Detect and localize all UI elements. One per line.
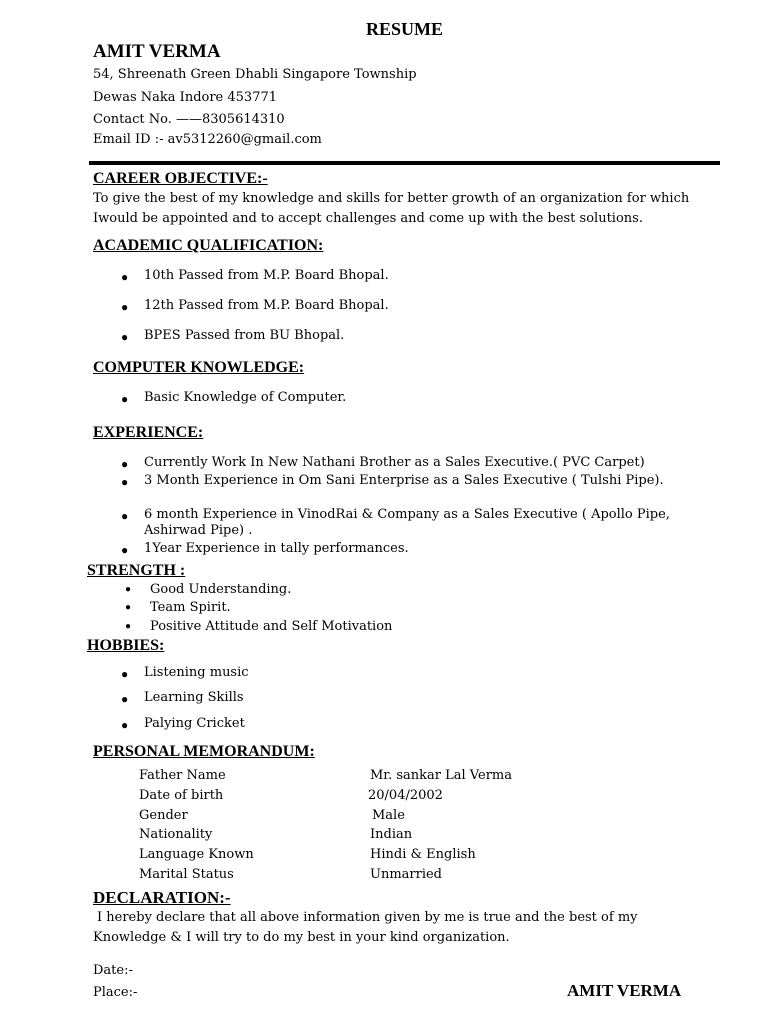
list-item: Basic Knowledge of Computer. bbox=[144, 390, 347, 405]
computer-knowledge-heading: COMPUTER KNOWLEDGE: bbox=[93, 359, 305, 376]
list-item: Palying Cricket bbox=[144, 716, 245, 731]
career-objective-line-2: Iwould be appointed and to accept challenges and come up with the best solutions. bbox=[93, 211, 643, 226]
bullet-icon: ● bbox=[121, 330, 129, 344]
bullet-icon: ● bbox=[121, 392, 129, 406]
list-item: Listening music bbox=[144, 665, 249, 680]
date-label: Date:- bbox=[93, 963, 133, 978]
detail-value: 20/04/2002 bbox=[368, 788, 443, 803]
detail-value: Mr. sankar Lal Verma bbox=[370, 768, 512, 783]
list-item: Team Spirit. bbox=[150, 600, 231, 615]
bullet-icon: ● bbox=[125, 621, 132, 632]
bullet-icon: ● bbox=[125, 602, 132, 613]
candidate-name: AMIT VERMA bbox=[93, 41, 221, 62]
bullet-icon: ● bbox=[121, 509, 129, 523]
list-item-continuation: Ashirwad Pipe) . bbox=[144, 523, 253, 538]
list-item: 6 month Experience in VinodRai & Company as a Sales Executive ( Apollo Pipe, bbox=[144, 507, 670, 522]
detail-label: Language Known bbox=[139, 847, 254, 862]
bullet-icon: ● bbox=[125, 584, 132, 595]
list-item: Positive Attitude and Self Motivation bbox=[150, 619, 393, 634]
address-line-2: Dewas Naka Indore 453771 bbox=[93, 90, 278, 105]
bullet-icon: ● bbox=[121, 270, 129, 284]
academic-heading: ACADEMIC QUALIFICATION: bbox=[93, 237, 324, 254]
career-objective-heading: CAREER OBJECTIVE:- bbox=[93, 170, 268, 187]
list-item: Learning Skills bbox=[144, 690, 244, 705]
personal-memorandum-heading: PERSONAL MEMORANDUM: bbox=[93, 743, 315, 760]
career-objective-line-1: To give the best of my knowledge and skills for better growth of an organization for which bbox=[93, 191, 690, 206]
bullet-icon: ● bbox=[121, 543, 129, 557]
detail-label: Father Name bbox=[139, 768, 226, 783]
bullet-icon: ● bbox=[121, 475, 129, 489]
declaration-line-1: I hereby declare that all above information given by me is true and the best of my bbox=[97, 910, 638, 925]
email-address: Email ID :- av5312260@gmail.com bbox=[93, 132, 322, 147]
list-item: 10th Passed from M.P. Board Bhopal. bbox=[144, 268, 389, 283]
detail-label: Date of birth bbox=[139, 788, 224, 803]
declaration-heading: DECLARATION:- bbox=[93, 888, 231, 907]
hobbies-heading: HOBBIES: bbox=[87, 637, 165, 654]
detail-value: Male bbox=[372, 808, 405, 823]
list-item: Good Understanding. bbox=[150, 582, 292, 597]
bullet-icon: ● bbox=[121, 300, 129, 314]
header-divider bbox=[89, 161, 720, 165]
detail-label: Nationality bbox=[139, 827, 213, 842]
list-item: 1Year Experience in tally performances. bbox=[144, 541, 409, 556]
contact-number: Contact No. ——8305614310 bbox=[93, 112, 285, 127]
document-title: RESUME bbox=[366, 19, 444, 39]
detail-value: Unmarried bbox=[370, 867, 443, 882]
place-label: Place:- bbox=[93, 985, 138, 1000]
strength-heading: STRENGTH : bbox=[87, 562, 186, 579]
list-item: 3 Month Experience in Om Sani Enterprise as a Sales Executive ( Tulshi Pipe). bbox=[144, 473, 664, 488]
declaration-line-2: Knowledge & I will try to do my best in your kind organization. bbox=[93, 930, 510, 945]
detail-value: Indian bbox=[370, 827, 413, 842]
bullet-icon: ● bbox=[121, 667, 129, 681]
bullet-icon: ● bbox=[121, 692, 129, 706]
list-item: BPES Passed from BU Bhopal. bbox=[144, 328, 345, 343]
signature-name: AMIT VERMA bbox=[567, 981, 682, 1000]
address-line-1: 54, Shreenath Green Dhabli Singapore Township bbox=[93, 67, 417, 82]
list-item: 12th Passed from M.P. Board Bhopal. bbox=[144, 298, 389, 313]
list-item: Currently Work In New Nathani Brother as a Sales Executive.( PVC Carpet) bbox=[144, 455, 645, 470]
experience-heading: EXPERIENCE: bbox=[93, 424, 204, 441]
bullet-icon: ● bbox=[121, 457, 129, 471]
detail-label: Marital Status bbox=[139, 867, 234, 882]
detail-label: Gender bbox=[139, 808, 188, 823]
detail-value: Hindi & English bbox=[370, 847, 476, 862]
bullet-icon: ● bbox=[121, 718, 129, 732]
